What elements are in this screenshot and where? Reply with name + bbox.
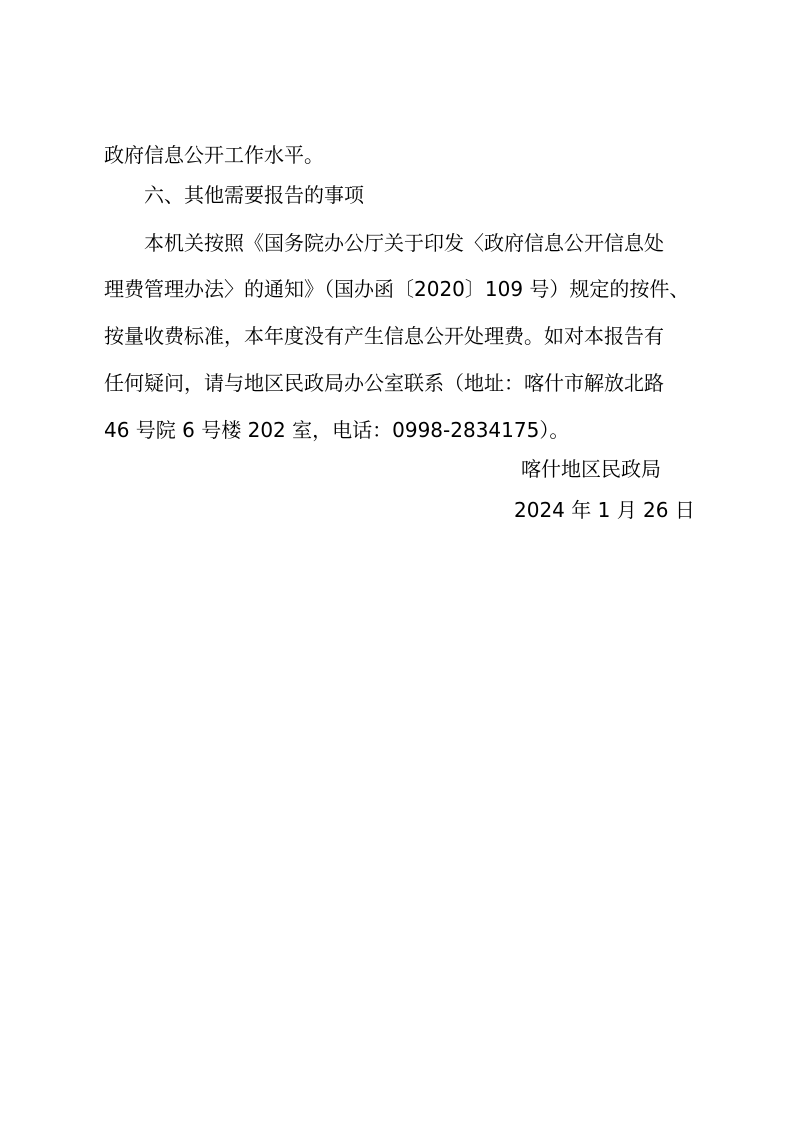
section-heading: 六、其他需要报告的事项 <box>144 183 364 207</box>
paragraph-line-3: 理费管理办法〉的通知》（国办函〔2020〕109 号）规定的按件、 <box>104 277 690 301</box>
signature-date: 2024 年 1 月 26 日 <box>514 498 695 522</box>
paragraph-line-4: 按量收费标准，本年度没有产生信息公开处理费。如对本报告有 <box>104 324 664 348</box>
signature-organization: 喀什地区民政局 <box>521 457 661 481</box>
paragraph-line-6: 46 号院 6 号楼 202 室，电话：0998-2834175）。 <box>104 418 570 442</box>
paragraph-line-2: 本机关按照《国务院办公厅关于印发〈政府信息公开信息处 <box>144 231 664 255</box>
paragraph-line-5: 任何疑问，请与地区民政局办公室联系（地址：喀什市解放北路 <box>104 371 664 395</box>
paragraph-line-1: 政府信息公开工作水平。 <box>104 143 324 167</box>
